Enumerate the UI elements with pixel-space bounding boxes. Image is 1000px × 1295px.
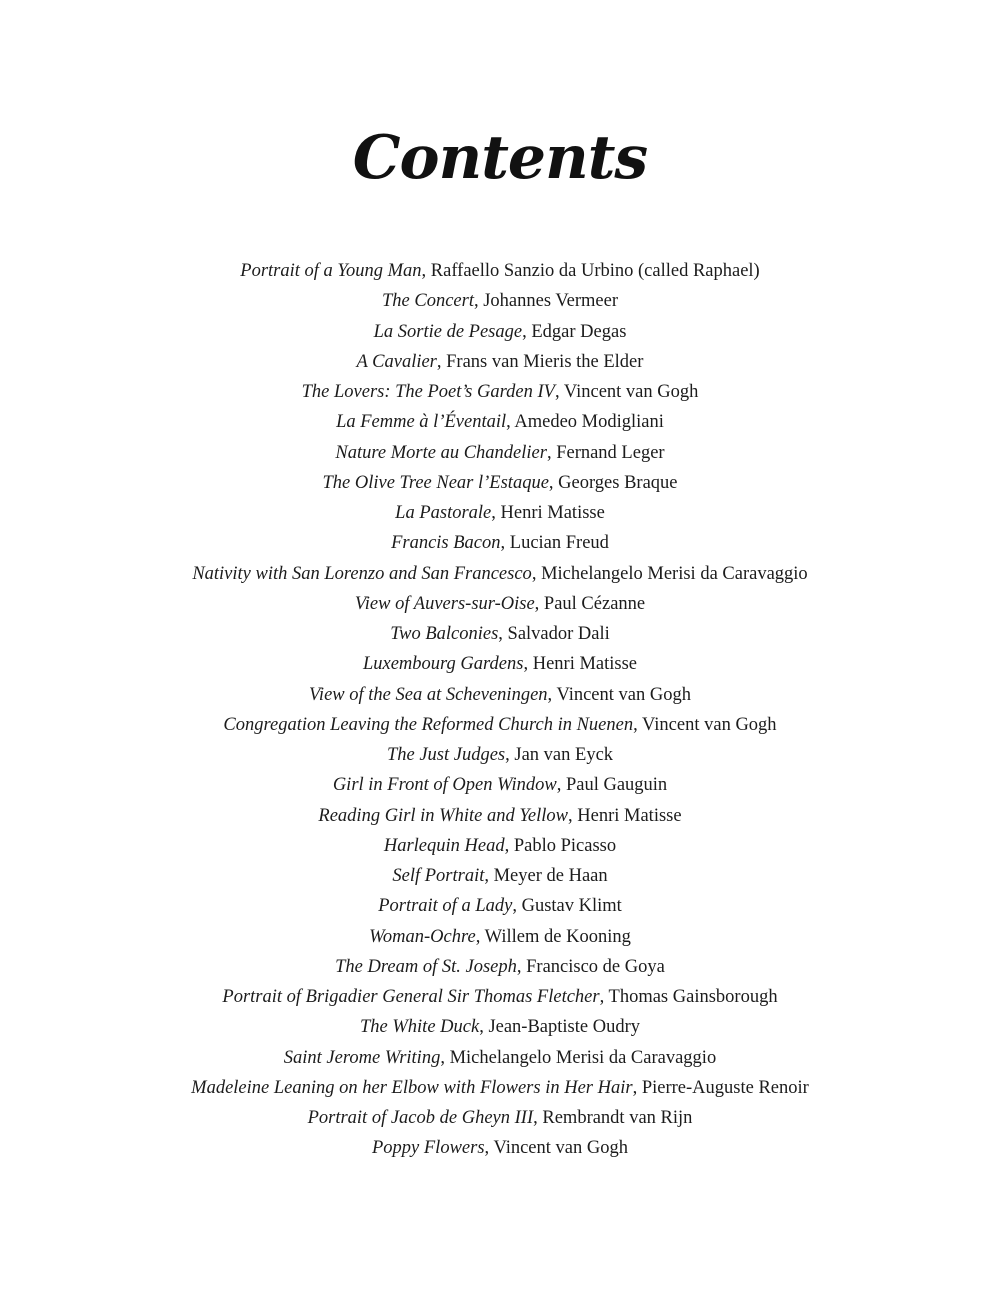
contents-entry: The White Duck, Jean-Baptiste Oudry xyxy=(360,1017,640,1038)
artist-name: Willem de Kooning xyxy=(484,926,631,947)
artist-name: Vincent van Gogh xyxy=(642,714,777,735)
artwork-title: The White Duck xyxy=(360,1017,480,1038)
contents-entry: Congregation Leaving the Reformed Church in Nuenen, Vincent van Gogh xyxy=(223,714,777,735)
artist-name: Edgar Degas xyxy=(531,321,627,342)
artwork-title: The Just Judges xyxy=(386,745,506,765)
contents-entry: View of the Sea at Scheveningen, Vincent van Gogh xyxy=(309,684,691,705)
artist-name: Frans van Mieris the Elder xyxy=(446,351,644,372)
artist-name: Pablo Picasso xyxy=(513,835,617,856)
artwork-title: Portrait of Brigadier General Sir Thomas Fletcher xyxy=(222,987,600,1007)
artwork-title: Nativity with San Lorenzo and San Francesco xyxy=(192,563,532,584)
artist-name: Raffaello Sanzio da Urbino (called Raphael) xyxy=(430,261,760,281)
contents-entry: Harlequin Head, Pablo Picasso xyxy=(383,835,617,856)
contents-entry: Madeleine Leaning on her Elbow with Flowers in Her Hair, Pierre-Auguste Renoir xyxy=(191,1077,809,1098)
artwork-title: Portrait of a Lady xyxy=(378,896,513,917)
artwork-title: La Sortie de Pesage xyxy=(373,321,523,342)
artist-name: Lucian Freud xyxy=(509,533,609,554)
artwork-title: The Lovers: The Poet’s Garden IV xyxy=(301,382,555,402)
contents-entry: Reading Girl in White and Yellow, Henri Matisse xyxy=(318,805,682,826)
artwork-title: La Pastorale xyxy=(395,503,492,523)
artwork-title: Nature Morte au Chandelier xyxy=(335,442,547,463)
artist-name: Fernand Leger xyxy=(556,442,665,463)
artist-name: Vincent van Gogh xyxy=(493,1138,628,1159)
contents-entry: La Pastorale, Henri Matisse xyxy=(395,503,605,523)
artwork-title: View of Auvers-sur-Oise xyxy=(354,593,535,614)
contents-list xyxy=(0,256,1000,1164)
artist-name: Henri Matisse xyxy=(532,654,638,675)
artist-name: Paul Cézanne xyxy=(543,593,646,614)
contents-entry: A Cavalier, Frans van Mieris the Elder xyxy=(356,351,644,372)
contents-entry: Nativity with San Lorenzo and San Francesco, Michelangelo Merisi da Caravaggio xyxy=(192,563,808,584)
artist-name: Paul Gauguin xyxy=(565,775,668,796)
contents-entry: The Concert, Johannes Vermeer xyxy=(381,291,618,312)
artist-name: Gustav Klimt xyxy=(521,896,622,917)
contents-entry: Francis Bacon, Lucian Freud xyxy=(391,533,609,554)
artwork-title: Saint Jerome Writing xyxy=(283,1047,441,1068)
artwork-title: Two Balconies xyxy=(390,624,499,644)
artist-name: Michelangelo Merisi da Caravaggio xyxy=(541,563,808,584)
artwork-title: Luxembourg Gardens xyxy=(362,654,524,675)
artist-name: Henri Matisse xyxy=(577,805,682,826)
artist-name: Georges Braque xyxy=(558,472,678,493)
artist-name: Amedeo Modigliani xyxy=(514,412,664,433)
contents-entry: Portrait of a Lady, Gustav Klimt xyxy=(378,896,622,917)
contents-entry: Woman-Ochre, Willem de Kooning xyxy=(369,926,631,947)
contents-entry: The Dream of St. Joseph, Francisco de Goya xyxy=(335,956,665,977)
artwork-title: Woman-Ochre xyxy=(369,926,476,947)
artist-name: Thomas Gainsborough xyxy=(608,987,778,1007)
artwork-title: La Femme à l’Éventail xyxy=(336,412,507,433)
contents-entry: Self Portrait, Meyer de Haan xyxy=(392,866,608,886)
artist-name: Salvador Dali xyxy=(507,624,610,644)
contents-entry: La Sortie de Pesage, Edgar Degas xyxy=(373,321,627,342)
contents-entry: Nature Morte au Chandelier, Fernand Leger xyxy=(335,442,665,463)
page-title: Contents xyxy=(352,123,648,193)
contents-entry: Saint Jerome Writing, Michelangelo Merisi da Caravaggio xyxy=(283,1047,717,1068)
artwork-title: Madeleine Leaning on her Elbow with Flowers in Her Hair xyxy=(191,1077,633,1098)
contents-entry: Portrait of Brigadier General Sir Thomas Fletcher, Thomas Gainsborough xyxy=(222,987,778,1007)
artwork-title: The Concert xyxy=(381,291,474,312)
contents-entry: Poppy Flowers, Vincent van Gogh xyxy=(372,1138,628,1159)
artist-name: Jan van Eyck xyxy=(514,745,614,765)
artwork-title: Girl in Front of Open Window xyxy=(332,775,557,796)
artwork-title: A Cavalier xyxy=(356,351,437,372)
artist-name: Vincent van Gogh xyxy=(563,382,699,402)
artwork-title: Portrait of a Young Man xyxy=(240,261,422,281)
contents-entry: The Olive Tree Near l’Estaque, Georges Braque xyxy=(322,472,678,493)
artwork-title: Self Portrait xyxy=(392,866,485,886)
contents-entry: Portrait of a Young Man, Raffaello Sanzio da Urbino (called Raphael) xyxy=(240,261,760,281)
artist-name: Michelangelo Merisi da Caravaggio xyxy=(449,1047,717,1068)
contents-entry: La Femme à l’Éventail, Amedeo Modigliani xyxy=(336,412,664,433)
artist-name: Vincent van Gogh xyxy=(556,684,691,705)
artist-name: Johannes Vermeer xyxy=(483,291,618,312)
contents-entry: Luxembourg Gardens, Henri Matisse xyxy=(362,654,638,675)
artwork-title: The Olive Tree Near l’Estaque xyxy=(322,472,549,493)
artwork-title: Congregation Leaving the Reformed Church in Nuenen xyxy=(223,714,634,735)
contents-entry: Portrait of Jacob de Gheyn III, Rembrandt van Rijn xyxy=(307,1108,693,1128)
contents-entry: The Lovers: The Poet’s Garden IV, Vincent van Gogh xyxy=(301,382,699,402)
artwork-title: Francis Bacon xyxy=(391,533,501,554)
contents-entry: View of Auvers-sur-Oise, Paul Cézanne xyxy=(354,593,646,614)
artwork-title: Poppy Flowers xyxy=(372,1138,485,1159)
artwork-title: Harlequin Head xyxy=(383,835,505,856)
contents-entry: Two Balconies, Salvador Dali xyxy=(390,624,610,644)
artist-name: Henri Matisse xyxy=(500,503,605,523)
artwork-title: Reading Girl in White and Yellow xyxy=(318,805,569,826)
contents-entry: Girl in Front of Open Window, Paul Gauguin xyxy=(332,775,668,796)
artwork-title: Portrait of Jacob de Gheyn III xyxy=(307,1108,534,1128)
artist-name: Pierre-Auguste Renoir xyxy=(641,1077,809,1098)
artist-name: Jean-Baptiste Oudry xyxy=(488,1017,640,1038)
artist-name: Meyer de Haan xyxy=(493,866,608,886)
artist-name: Rembrandt van Rijn xyxy=(542,1108,693,1128)
artwork-title: View of the Sea at Scheveningen xyxy=(309,684,548,705)
contents-entry: The Just Judges, Jan van Eyck xyxy=(386,745,614,765)
artist-name: Francisco de Goya xyxy=(526,956,665,977)
artwork-title: The Dream of St. Joseph xyxy=(335,956,517,977)
